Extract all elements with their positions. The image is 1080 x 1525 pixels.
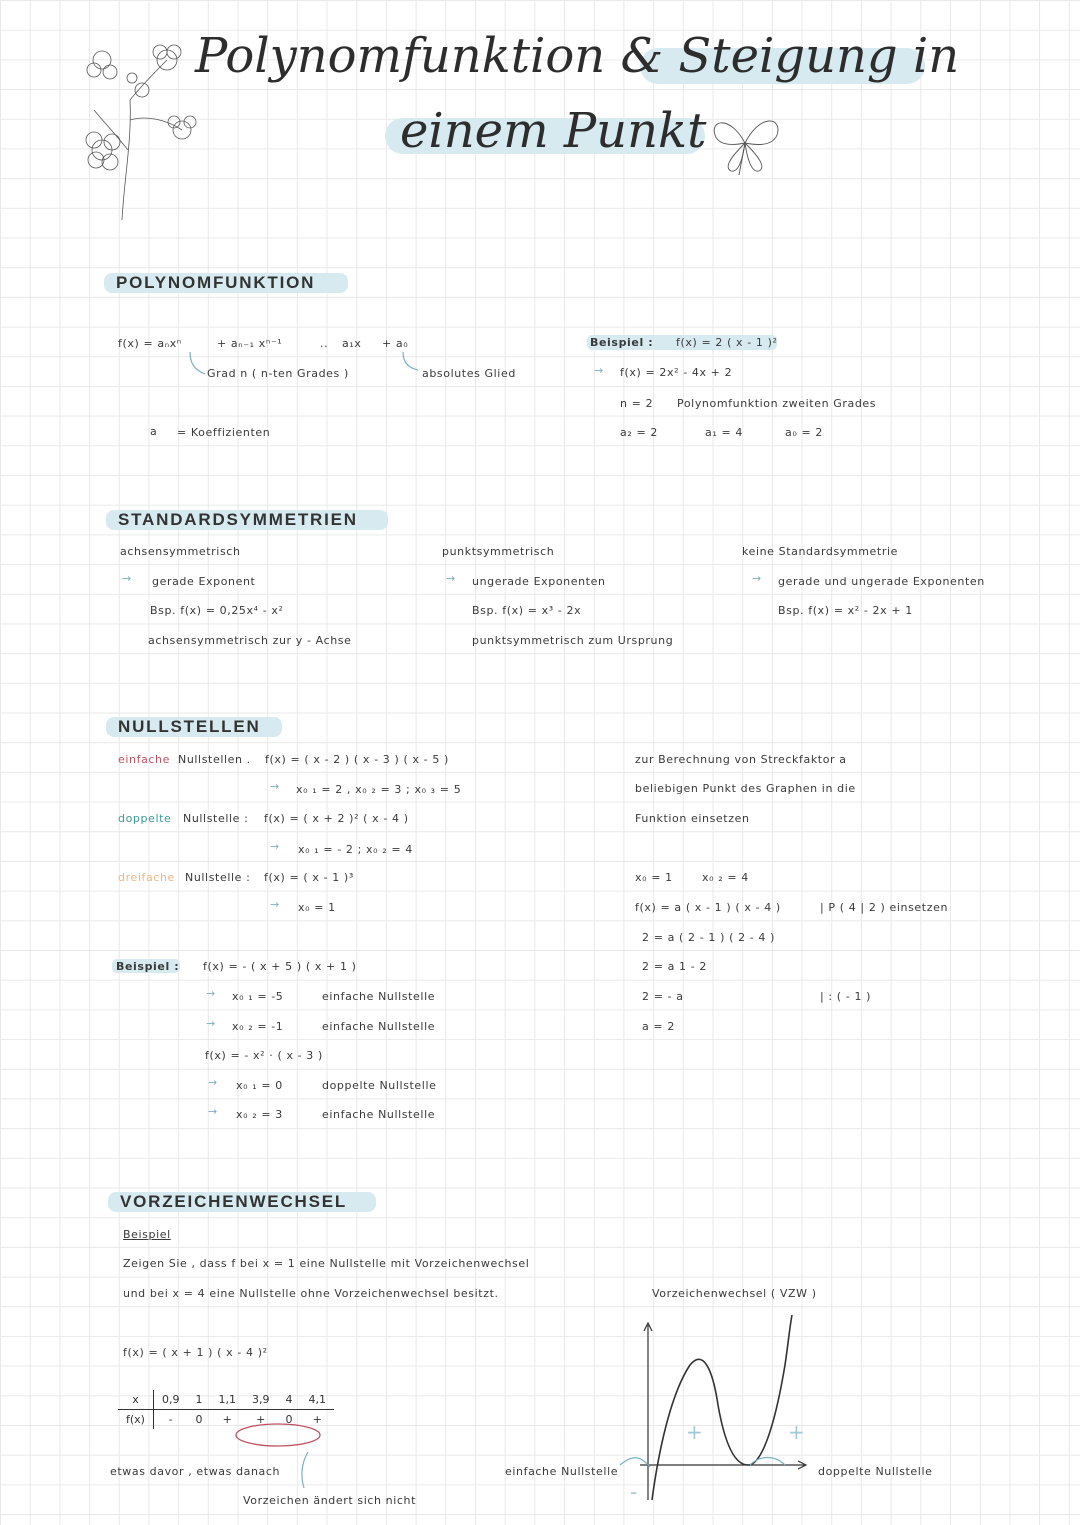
streck-f: f(x) = a ( x - 1 ) ( x - 4 )	[635, 901, 781, 914]
table-cell: 1	[195, 1393, 203, 1406]
poly-bsp-label: Beispiel :	[590, 336, 654, 349]
vzw-task1: Zeigen Sie , dass f bei x = 1 eine Nullstelle mit Vorzeichenwechsel	[123, 1257, 530, 1270]
poly-bsp-n: n = 2	[620, 397, 654, 410]
table-cell: 3,9	[251, 1393, 270, 1406]
null-bsp-label: Beispiel :	[116, 960, 180, 973]
dreifach-word: dreifache	[118, 871, 175, 884]
null-bsp2-f: f(x) = - x² · ( x - 3 )	[205, 1049, 323, 1062]
arrow-icon: →	[122, 572, 132, 585]
plus-sign: +	[686, 1420, 704, 1444]
plus-sign: +	[788, 1420, 806, 1444]
table-cell: f(x)	[118, 1410, 153, 1430]
page-title-line2: einem Punkt	[400, 103, 707, 159]
vzw-bsp: Beispiel	[123, 1228, 171, 1241]
table-cell: 4,1	[308, 1393, 326, 1406]
sym-c2-rule: ungerade Exponenten	[472, 575, 606, 588]
page-title: Polynomfunktion & Steigung in	[195, 28, 960, 84]
arrow-icon: →	[270, 780, 280, 793]
arrow-icon: →	[446, 572, 456, 585]
streck-x1: x₀ = 1	[635, 871, 673, 884]
section-heading-polynomfunktion: POLYNOMFUNKTION	[116, 273, 316, 292]
dreifach-x: x₀ = 1	[298, 901, 336, 914]
sym-c3-title: keine Standardsymmetrie	[742, 545, 898, 558]
streck-p: | P ( 4 | 2 ) einsetzen	[820, 901, 949, 914]
arrow-icon: →	[206, 987, 216, 1000]
table-cell: -	[153, 1410, 187, 1430]
dreifach-rest: Nullstelle :	[185, 871, 251, 884]
null-bsp2-x1: x₀ ₁ = 0	[236, 1079, 283, 1092]
null-bsp1-f: f(x) = - ( x + 5 ) ( x + 1 )	[203, 960, 357, 973]
streck-line3: Funktion einsetzen	[635, 812, 750, 825]
einfach-word: einfache	[118, 753, 170, 766]
butterfly-doodle-icon	[705, 105, 785, 180]
table-cell: 0	[187, 1410, 210, 1430]
vzw-task2: und bei x = 4 eine Nullstelle ohne Vorzeichenwechsel besitzt.	[123, 1287, 499, 1300]
poly-formula-dots: ..	[320, 337, 329, 350]
streck-s2: 2 = a 1 - 2	[642, 960, 708, 973]
section-heading-vzw: VORZEICHENWECHSEL	[120, 1192, 348, 1211]
null-bsp2-x2: x₀ ₂ = 3	[236, 1108, 283, 1121]
table-cell: x	[118, 1390, 153, 1410]
absolut-label: absolutes Glied	[422, 367, 516, 380]
sym-c2-note: punktsymmetrisch zum Ursprung	[472, 634, 674, 647]
sym-c3-bsp: Bsp. f(x) = x² - 2x + 1	[778, 604, 913, 617]
poly-bsp-a0: a₀ = 2	[785, 426, 823, 439]
einfach-x: x₀ ₁ = 2 , x₀ ₂ = 3 ; x₀ ₃ = 5	[296, 783, 462, 796]
grad-label: Grad n ( n-ten Grades )	[207, 367, 349, 380]
streck-line1: zur Berechnung von Streckfaktor a	[635, 753, 847, 766]
null-bsp1-x1-note: einfache Nullstelle	[322, 990, 436, 1003]
table-cell: 4	[285, 1393, 293, 1406]
doppelt-f: f(x) = ( x + 2 )² ( x - 4 )	[264, 812, 409, 825]
null-bsp1-x1: x₀ ₁ = -5	[232, 990, 284, 1003]
streck-s3: 2 = - a	[642, 990, 684, 1003]
flower-doodle-icon	[72, 30, 212, 230]
arrow-icon: →	[752, 572, 762, 585]
poly-formula-a0: + a₀	[382, 337, 409, 350]
arrow-icon: →	[206, 1017, 216, 1030]
section-heading-nullstellen: NULLSTELLEN	[118, 717, 261, 736]
einfach-rest: Nullstellen .	[178, 753, 251, 766]
vzw-graph	[600, 1305, 820, 1505]
section-heading-symmetrien: STANDARDSYMMETRIEN	[118, 510, 358, 529]
sym-c1-bsp: Bsp. f(x) = 0,25x⁴ - x²	[150, 604, 284, 617]
table-cell: 0	[277, 1410, 300, 1430]
poly-bsp-grad: Polynomfunktion zweiten Grades	[677, 397, 877, 410]
streck-s4: a = 2	[642, 1020, 675, 1033]
poly-bsp-a1: a₁ = 4	[705, 426, 743, 439]
dreifach-f: f(x) = ( x - 1 )³	[264, 871, 354, 884]
arrow-icon: →	[208, 1076, 218, 1089]
table-cell: +	[300, 1410, 334, 1430]
vzw-note1: etwas davor , etwas danach	[110, 1465, 281, 1478]
sym-c3-rule: gerade und ungerade Exponenten	[778, 575, 985, 588]
table-cell: 1,1	[218, 1393, 236, 1406]
doppelt-word: doppelte	[118, 812, 172, 825]
vzw-graph-title: Vorzeichenwechsel ( VZW )	[652, 1287, 817, 1300]
table-cell: +	[210, 1410, 244, 1430]
poly-bsp-a2: a₂ = 2	[620, 426, 658, 439]
einfach-f: f(x) = ( x - 2 ) ( x - 3 ) ( x - 5 )	[265, 753, 449, 766]
poly-formula: f(x) = aₙxⁿ	[118, 337, 182, 350]
sym-c1-title: achsensymmetrisch	[120, 545, 241, 558]
null-bsp2-x2-note: einfache Nullstelle	[322, 1108, 436, 1121]
arrow-icon	[296, 1450, 316, 1490]
null-bsp1-x2-note: einfache Nullstelle	[322, 1020, 436, 1033]
sym-c1-note: achsensymmetrisch zur y - Achse	[148, 634, 352, 647]
vzw-note2: Vorzeichen ändert sich nicht	[243, 1494, 417, 1507]
poly-bsp-f: f(x) = 2 ( x - 1 )²	[676, 336, 778, 349]
doppelt-x: x₀ ₁ = - 2 ; x₀ ₂ = 4	[298, 843, 413, 856]
poly-bsp-expand: f(x) = 2x² - 4x + 2	[620, 366, 733, 379]
arrow-icon: →	[270, 898, 280, 911]
koeff-a: a	[150, 425, 158, 438]
sym-c2-bsp: Bsp. f(x) = x³ - 2x	[472, 604, 582, 617]
minus-sign: -	[630, 1480, 638, 1504]
table-cell: 0,9	[161, 1393, 180, 1406]
vzw-graph-right: doppelte Nullstelle	[818, 1465, 933, 1478]
null-bsp1-x2: x₀ ₂ = -1	[232, 1020, 284, 1033]
poly-formula-mid: + aₙ₋₁ xⁿ⁻¹	[217, 337, 283, 350]
arrow-icon: →	[208, 1105, 218, 1118]
poly-formula-a1: a₁x	[342, 337, 362, 350]
doppelt-rest: Nullstelle :	[183, 812, 249, 825]
streck-x2: x₀ ₂ = 4	[702, 871, 749, 884]
arrow-icon: →	[270, 840, 280, 853]
koeff-label: = Koeffizienten	[177, 426, 271, 439]
streck-s1: 2 = a ( 2 - 1 ) ( 2 - 4 )	[642, 931, 776, 944]
vzw-f: f(x) = ( x + 1 ) ( x - 4 )²	[123, 1346, 268, 1359]
sym-c2-title: punktsymmetrisch	[442, 545, 555, 558]
circle-mark	[232, 1420, 324, 1450]
arrow-icon: →	[594, 364, 604, 377]
vzw-graph-left: einfache Nullstelle	[505, 1465, 619, 1478]
table-cell: +	[244, 1410, 278, 1430]
streck-line2: beliebigen Punkt des Graphen in die	[635, 782, 856, 795]
streck-div: | : ( - 1 )	[820, 990, 872, 1003]
sym-c1-rule: gerade Exponent	[152, 575, 256, 588]
null-bsp2-x1-note: doppelte Nullstelle	[322, 1079, 437, 1092]
